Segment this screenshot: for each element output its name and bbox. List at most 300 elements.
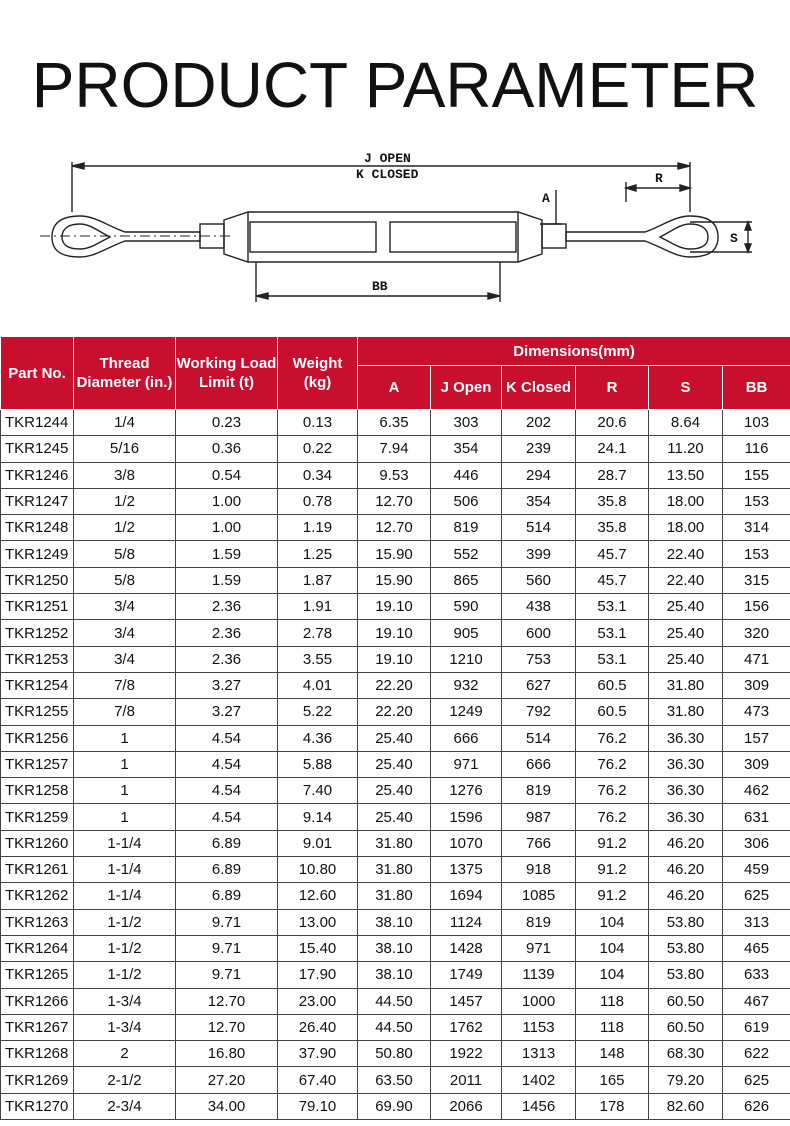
table-cell: 25.40 bbox=[358, 778, 431, 804]
table-cell: TKR1255 bbox=[1, 699, 74, 725]
table-cell: 10.80 bbox=[278, 857, 358, 883]
table-cell: 294 bbox=[502, 462, 576, 488]
table-cell: 5/8 bbox=[74, 541, 176, 567]
table-cell: TKR1252 bbox=[1, 620, 74, 646]
table-cell: 1596 bbox=[431, 804, 502, 830]
table-cell: 36.30 bbox=[649, 778, 723, 804]
table-cell: 1.59 bbox=[176, 567, 278, 593]
table-cell: 5/16 bbox=[74, 436, 176, 462]
table-cell: 178 bbox=[576, 1093, 649, 1119]
table-cell: 25.40 bbox=[649, 620, 723, 646]
table-cell: 5/8 bbox=[74, 567, 176, 593]
table-cell: 600 bbox=[502, 620, 576, 646]
table-cell: 79.10 bbox=[278, 1093, 358, 1119]
table-cell: 76.2 bbox=[576, 778, 649, 804]
table-row bbox=[1, 488, 790, 514]
header-j-open: J Open bbox=[431, 366, 502, 410]
table-cell: 1139 bbox=[502, 962, 576, 988]
table-cell: TKR1251 bbox=[1, 594, 74, 620]
table-cell: 153 bbox=[723, 541, 790, 567]
table-cell: 1 bbox=[74, 778, 176, 804]
table-cell: 45.7 bbox=[576, 567, 649, 593]
table-cell: 4.54 bbox=[176, 751, 278, 777]
table-cell: 1-1/4 bbox=[74, 857, 176, 883]
table-cell: TKR1267 bbox=[1, 1014, 74, 1040]
table-cell: 1375 bbox=[431, 857, 502, 883]
table-cell: 4.54 bbox=[176, 804, 278, 830]
table-cell: TKR1270 bbox=[1, 1093, 74, 1119]
table-cell: 38.10 bbox=[358, 909, 431, 935]
table-cell: 13.00 bbox=[278, 909, 358, 935]
table-cell: 1.87 bbox=[278, 567, 358, 593]
table-row bbox=[1, 778, 790, 804]
label-k-closed: K CLOSED bbox=[356, 167, 419, 182]
table-cell: 19.10 bbox=[358, 594, 431, 620]
table-cell: 18.00 bbox=[649, 515, 723, 541]
table-row bbox=[1, 1067, 790, 1093]
table-cell: 25.40 bbox=[649, 594, 723, 620]
table-cell: 819 bbox=[502, 909, 576, 935]
table-row bbox=[1, 988, 790, 1014]
table-cell: 3/4 bbox=[74, 620, 176, 646]
table-cell: 31.80 bbox=[649, 672, 723, 698]
table-cell: 633 bbox=[723, 962, 790, 988]
table-cell: 1276 bbox=[431, 778, 502, 804]
table-cell: 31.80 bbox=[358, 883, 431, 909]
table-row bbox=[1, 962, 790, 988]
table-cell: TKR1246 bbox=[1, 462, 74, 488]
table-cell: 309 bbox=[723, 672, 790, 698]
table-cell: 354 bbox=[431, 436, 502, 462]
table-cell: 631 bbox=[723, 804, 790, 830]
table-cell: 153 bbox=[723, 488, 790, 514]
table-cell: TKR1256 bbox=[1, 725, 74, 751]
table-cell: 9.53 bbox=[358, 462, 431, 488]
table-row bbox=[1, 1041, 790, 1067]
table-cell: 13.50 bbox=[649, 462, 723, 488]
table-cell: 819 bbox=[502, 778, 576, 804]
table-cell: 239 bbox=[502, 436, 576, 462]
table-cell: 1249 bbox=[431, 699, 502, 725]
table-cell: 104 bbox=[576, 962, 649, 988]
table-cell: 45.7 bbox=[576, 541, 649, 567]
table-row bbox=[1, 646, 790, 672]
table-cell: 315 bbox=[723, 567, 790, 593]
table-cell: 1.19 bbox=[278, 515, 358, 541]
table-cell: 60.50 bbox=[649, 988, 723, 1014]
table-cell: 156 bbox=[723, 594, 790, 620]
table-cell: 76.2 bbox=[576, 751, 649, 777]
table-cell: 932 bbox=[431, 672, 502, 698]
table-cell: 46.20 bbox=[649, 857, 723, 883]
table-cell: 1085 bbox=[502, 883, 576, 909]
table-cell: 22.20 bbox=[358, 672, 431, 698]
table-cell: 303 bbox=[431, 410, 502, 436]
table-cell: 44.50 bbox=[358, 988, 431, 1014]
table-cell: 37.90 bbox=[278, 1041, 358, 1067]
table-cell: 9.71 bbox=[176, 935, 278, 961]
table-cell: 0.22 bbox=[278, 436, 358, 462]
table-cell: 1000 bbox=[502, 988, 576, 1014]
table-cell: 2.36 bbox=[176, 620, 278, 646]
table-cell: 18.00 bbox=[649, 488, 723, 514]
table-row bbox=[1, 725, 790, 751]
table-cell: TKR1261 bbox=[1, 857, 74, 883]
table-cell: 320 bbox=[723, 620, 790, 646]
table-row bbox=[1, 620, 790, 646]
table-cell: 0.23 bbox=[176, 410, 278, 436]
table-cell: 1153 bbox=[502, 1014, 576, 1040]
table-cell: 306 bbox=[723, 830, 790, 856]
table-cell: 625 bbox=[723, 883, 790, 909]
table-cell: 79.20 bbox=[649, 1067, 723, 1093]
table-cell: 905 bbox=[431, 620, 502, 646]
table-cell: 157 bbox=[723, 725, 790, 751]
table-cell: 1/2 bbox=[74, 488, 176, 514]
label-s: S bbox=[730, 231, 738, 246]
table-cell: 1.91 bbox=[278, 594, 358, 620]
table-cell: TKR1268 bbox=[1, 1041, 74, 1067]
table-cell: 15.90 bbox=[358, 541, 431, 567]
table-cell: 1 bbox=[74, 725, 176, 751]
page-title: PRODUCT PARAMETER bbox=[31, 49, 759, 121]
table-cell: 1124 bbox=[431, 909, 502, 935]
table-cell: 471 bbox=[723, 646, 790, 672]
table-cell: 627 bbox=[502, 672, 576, 698]
table-cell: 865 bbox=[431, 567, 502, 593]
header-working-load-limit: Working Load Limit (t) bbox=[176, 337, 278, 410]
table-cell: 438 bbox=[502, 594, 576, 620]
table-cell: 148 bbox=[576, 1041, 649, 1067]
table-cell: 1-3/4 bbox=[74, 988, 176, 1014]
table-cell: 19.10 bbox=[358, 646, 431, 672]
table-cell: 3.27 bbox=[176, 672, 278, 698]
table-cell: 1-1/2 bbox=[74, 962, 176, 988]
table-cell: 819 bbox=[431, 515, 502, 541]
table-cell: 118 bbox=[576, 988, 649, 1014]
table-cell: 1922 bbox=[431, 1041, 502, 1067]
table-cell: 313 bbox=[723, 909, 790, 935]
table-cell: 2011 bbox=[431, 1067, 502, 1093]
table-cell: 1428 bbox=[431, 935, 502, 961]
table-cell: 309 bbox=[723, 751, 790, 777]
table-cell: 1456 bbox=[502, 1093, 576, 1119]
table-cell: 766 bbox=[502, 830, 576, 856]
table-cell: 7/8 bbox=[74, 672, 176, 698]
table-row bbox=[1, 699, 790, 725]
table-cell: 399 bbox=[502, 541, 576, 567]
table-cell: 9.71 bbox=[176, 962, 278, 988]
table-cell: 971 bbox=[431, 751, 502, 777]
table-cell: 11.20 bbox=[649, 436, 723, 462]
table-row bbox=[1, 515, 790, 541]
table-cell: 76.2 bbox=[576, 804, 649, 830]
table-cell: 60.5 bbox=[576, 699, 649, 725]
header-a: A bbox=[358, 366, 431, 410]
table-cell: 626 bbox=[723, 1093, 790, 1119]
table-cell: 792 bbox=[502, 699, 576, 725]
table-cell: 1.25 bbox=[278, 541, 358, 567]
table-cell: 0.36 bbox=[176, 436, 278, 462]
table-cell: 7/8 bbox=[74, 699, 176, 725]
table-cell: 1313 bbox=[502, 1041, 576, 1067]
table-cell: 1210 bbox=[431, 646, 502, 672]
table-cell: 31.80 bbox=[358, 857, 431, 883]
header-weight: Weight (kg) bbox=[278, 337, 358, 410]
table-cell: 17.90 bbox=[278, 962, 358, 988]
table-cell: 25.40 bbox=[649, 646, 723, 672]
table-cell: TKR1249 bbox=[1, 541, 74, 567]
table-cell: 4.36 bbox=[278, 725, 358, 751]
table-cell: 560 bbox=[502, 567, 576, 593]
table-cell: 19.10 bbox=[358, 620, 431, 646]
table-cell: 5.22 bbox=[278, 699, 358, 725]
table-cell: 1.59 bbox=[176, 541, 278, 567]
table-cell: 4.54 bbox=[176, 778, 278, 804]
table-cell: 104 bbox=[576, 935, 649, 961]
table-row bbox=[1, 410, 790, 436]
table-cell: 590 bbox=[431, 594, 502, 620]
table-cell: 2-1/2 bbox=[74, 1067, 176, 1093]
table-cell: 12.60 bbox=[278, 883, 358, 909]
parameter-table bbox=[0, 336, 790, 1120]
table-cell: 918 bbox=[502, 857, 576, 883]
table-cell: 60.50 bbox=[649, 1014, 723, 1040]
table-cell: TKR1257 bbox=[1, 751, 74, 777]
table-row bbox=[1, 909, 790, 935]
table-cell: 12.70 bbox=[358, 488, 431, 514]
table-row bbox=[1, 567, 790, 593]
table-cell: 6.35 bbox=[358, 410, 431, 436]
table-cell: 1/4 bbox=[74, 410, 176, 436]
table-cell: TKR1258 bbox=[1, 778, 74, 804]
table-cell: 666 bbox=[502, 751, 576, 777]
table-cell: 1762 bbox=[431, 1014, 502, 1040]
table-cell: 2.78 bbox=[278, 620, 358, 646]
table-cell: 3/4 bbox=[74, 594, 176, 620]
header-dimensions: Dimensions(mm) bbox=[358, 337, 790, 366]
table-cell: 24.1 bbox=[576, 436, 649, 462]
table-cell: TKR1244 bbox=[1, 410, 74, 436]
table-cell: 53.80 bbox=[649, 935, 723, 961]
table-cell: 6.89 bbox=[176, 857, 278, 883]
table-cell: 446 bbox=[431, 462, 502, 488]
table-cell: 202 bbox=[502, 410, 576, 436]
table-row bbox=[1, 1014, 790, 1040]
table-cell: 1402 bbox=[502, 1067, 576, 1093]
label-r: R bbox=[655, 171, 663, 186]
table-row bbox=[1, 935, 790, 961]
table-cell: 12.70 bbox=[176, 988, 278, 1014]
table-cell: 69.90 bbox=[358, 1093, 431, 1119]
table-cell: 34.00 bbox=[176, 1093, 278, 1119]
table-row bbox=[1, 594, 790, 620]
table-cell: 473 bbox=[723, 699, 790, 725]
table-cell: 53.1 bbox=[576, 620, 649, 646]
table-cell: 118 bbox=[576, 1014, 649, 1040]
table-cell: 91.2 bbox=[576, 883, 649, 909]
table-cell: TKR1253 bbox=[1, 646, 74, 672]
table-cell: 38.10 bbox=[358, 935, 431, 961]
table-cell: TKR1259 bbox=[1, 804, 74, 830]
table-cell: 514 bbox=[502, 725, 576, 751]
table-cell: 3/4 bbox=[74, 646, 176, 672]
table-cell: 1070 bbox=[431, 830, 502, 856]
table-cell: 76.2 bbox=[576, 725, 649, 751]
table-cell: 63.50 bbox=[358, 1067, 431, 1093]
table-cell: 116 bbox=[723, 436, 790, 462]
table-cell: 155 bbox=[723, 462, 790, 488]
table-row bbox=[1, 804, 790, 830]
table-cell: 8.64 bbox=[649, 410, 723, 436]
table-cell: 36.30 bbox=[649, 804, 723, 830]
table-cell: 314 bbox=[723, 515, 790, 541]
table-cell: 31.80 bbox=[358, 830, 431, 856]
table-cell: 35.8 bbox=[576, 515, 649, 541]
table-row bbox=[1, 436, 790, 462]
table-cell: 46.20 bbox=[649, 883, 723, 909]
turnbuckle-diagram bbox=[0, 150, 790, 310]
table-row bbox=[1, 751, 790, 777]
table-cell: 22.20 bbox=[358, 699, 431, 725]
table-cell: 354 bbox=[502, 488, 576, 514]
header-s: S bbox=[649, 366, 723, 410]
table-cell: 53.1 bbox=[576, 594, 649, 620]
table-cell: 165 bbox=[576, 1067, 649, 1093]
table-cell: 6.89 bbox=[176, 830, 278, 856]
table-cell: 103 bbox=[723, 410, 790, 436]
table-cell: TKR1266 bbox=[1, 988, 74, 1014]
table-cell: 28.7 bbox=[576, 462, 649, 488]
table-cell: 104 bbox=[576, 909, 649, 935]
table-cell: 6.89 bbox=[176, 883, 278, 909]
table-cell: 552 bbox=[431, 541, 502, 567]
table-cell: 5.88 bbox=[278, 751, 358, 777]
table-cell: 16.80 bbox=[176, 1041, 278, 1067]
table-cell: 2 bbox=[74, 1041, 176, 1067]
table-cell: 22.40 bbox=[649, 541, 723, 567]
table-cell: 9.71 bbox=[176, 909, 278, 935]
table-cell: 3/8 bbox=[74, 462, 176, 488]
table-cell: TKR1254 bbox=[1, 672, 74, 698]
table-cell: 753 bbox=[502, 646, 576, 672]
label-j-open: J OPEN bbox=[364, 151, 411, 166]
table-cell: 506 bbox=[431, 488, 502, 514]
table-cell: TKR1262 bbox=[1, 883, 74, 909]
table-cell: 2-3/4 bbox=[74, 1093, 176, 1119]
table-cell: 2066 bbox=[431, 1093, 502, 1119]
table-cell: 35.8 bbox=[576, 488, 649, 514]
table-cell: 25.40 bbox=[358, 804, 431, 830]
table-cell: 0.54 bbox=[176, 462, 278, 488]
table-cell: 0.34 bbox=[278, 462, 358, 488]
table-cell: 1/2 bbox=[74, 515, 176, 541]
table-cell: 1457 bbox=[431, 988, 502, 1014]
table-cell: 36.30 bbox=[649, 725, 723, 751]
table-cell: 7.94 bbox=[358, 436, 431, 462]
table-cell: 514 bbox=[502, 515, 576, 541]
table-cell: TKR1265 bbox=[1, 962, 74, 988]
table-cell: 1-1/2 bbox=[74, 935, 176, 961]
table-cell: 36.30 bbox=[649, 751, 723, 777]
table-row bbox=[1, 883, 790, 909]
table-cell: 25.40 bbox=[358, 725, 431, 751]
label-bb: BB bbox=[372, 279, 388, 294]
table-cell: 22.40 bbox=[649, 567, 723, 593]
table-cell: 12.70 bbox=[176, 1014, 278, 1040]
table-cell: 31.80 bbox=[649, 699, 723, 725]
table-row bbox=[1, 830, 790, 856]
table-cell: 25.40 bbox=[358, 751, 431, 777]
table-cell: 971 bbox=[502, 935, 576, 961]
table-cell: 4.01 bbox=[278, 672, 358, 698]
table-cell: 1.00 bbox=[176, 488, 278, 514]
header-thread-diameter: Thread Diameter (in.) bbox=[74, 337, 176, 410]
table-cell: 0.78 bbox=[278, 488, 358, 514]
table-row bbox=[1, 541, 790, 567]
table-cell: 91.2 bbox=[576, 830, 649, 856]
table-cell: TKR1245 bbox=[1, 436, 74, 462]
table-cell: 2.36 bbox=[176, 594, 278, 620]
table-row bbox=[1, 857, 790, 883]
table-cell: 44.50 bbox=[358, 1014, 431, 1040]
table-cell: 1 bbox=[74, 804, 176, 830]
header-r: R bbox=[576, 366, 649, 410]
table-cell: 50.80 bbox=[358, 1041, 431, 1067]
table-cell: 68.30 bbox=[649, 1041, 723, 1067]
table-cell: 91.2 bbox=[576, 857, 649, 883]
table-cell: 1 bbox=[74, 751, 176, 777]
table-cell: TKR1247 bbox=[1, 488, 74, 514]
table-cell: 1694 bbox=[431, 883, 502, 909]
table-cell: 3.27 bbox=[176, 699, 278, 725]
table-cell: 2.36 bbox=[176, 646, 278, 672]
table-cell: 26.40 bbox=[278, 1014, 358, 1040]
table-cell: 465 bbox=[723, 935, 790, 961]
table-cell: 53.80 bbox=[649, 909, 723, 935]
table-cell: 1-1/4 bbox=[74, 830, 176, 856]
table-cell: 467 bbox=[723, 988, 790, 1014]
table-cell: 1-1/2 bbox=[74, 909, 176, 935]
table-cell: 666 bbox=[431, 725, 502, 751]
table-cell: TKR1250 bbox=[1, 567, 74, 593]
table-cell: 1.00 bbox=[176, 515, 278, 541]
table-row bbox=[1, 1093, 790, 1119]
table-cell: 23.00 bbox=[278, 988, 358, 1014]
table-cell: TKR1263 bbox=[1, 909, 74, 935]
table-cell: 3.55 bbox=[278, 646, 358, 672]
table-cell: 9.01 bbox=[278, 830, 358, 856]
table-cell: 15.40 bbox=[278, 935, 358, 961]
table-cell: TKR1260 bbox=[1, 830, 74, 856]
table-cell: 67.40 bbox=[278, 1067, 358, 1093]
table-cell: 1749 bbox=[431, 962, 502, 988]
table-cell: 459 bbox=[723, 857, 790, 883]
table-cell: 53.80 bbox=[649, 962, 723, 988]
table-cell: 46.20 bbox=[649, 830, 723, 856]
table-cell: 0.13 bbox=[278, 410, 358, 436]
table-cell: 1-1/4 bbox=[74, 883, 176, 909]
table-cell: 38.10 bbox=[358, 962, 431, 988]
table-row bbox=[1, 672, 790, 698]
table-cell: 9.14 bbox=[278, 804, 358, 830]
header-part-no: Part No. bbox=[1, 337, 74, 410]
table-cell: 625 bbox=[723, 1067, 790, 1093]
table-cell: 53.1 bbox=[576, 646, 649, 672]
table-cell: 1-3/4 bbox=[74, 1014, 176, 1040]
table-cell: 7.40 bbox=[278, 778, 358, 804]
table-cell: 15.90 bbox=[358, 567, 431, 593]
